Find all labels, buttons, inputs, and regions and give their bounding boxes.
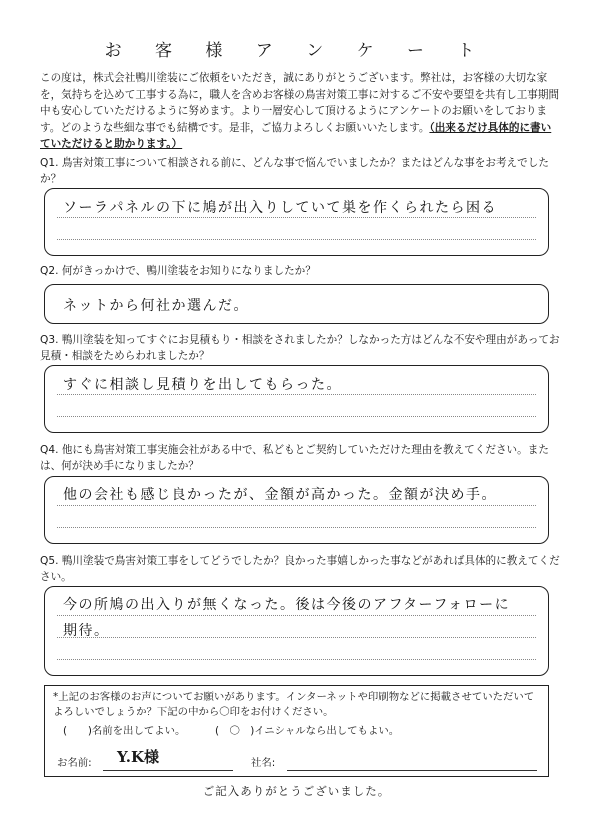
consent-text: *上記のお客様のお声についてお願いがあります。インターネットや印刷物などに掲載させていただいてよろしいでしょうか？下記の中から〇印をお付けください。: [53, 691, 535, 718]
question-5-label: Q5. 鴨川塗装で鳥害対策工事をしてどうでしたか？良かった事嬉しかった事などがあれば具体的に教えてください。: [40, 555, 560, 583]
answer-1-text: ソーラパネルの下に鳩が出入りしていて巣を作くられたら困る: [63, 200, 497, 216]
intro-emphasis: （出来るだけ具体的に書いていただけると助かります。）: [40, 121, 552, 150]
intro-paragraph: [40, 70, 560, 153]
name-underline: [103, 770, 233, 771]
answer-line: [57, 416, 536, 417]
answer-3-text: すぐに相談し見積りを出してもらった。: [63, 377, 342, 393]
company-underline[interactable]: [287, 770, 537, 771]
company-label: 社名:: [251, 757, 276, 769]
answer-line: [57, 239, 536, 240]
answer-box-1: [44, 188, 549, 256]
page-title: お 客 様 ア ン ケ ー ト: [104, 41, 489, 61]
footer-thanks: ご記入ありがとうございました。: [202, 784, 391, 798]
consent-box: [44, 685, 549, 777]
question-3-label: Q3. 鴨川塗装を知ってすぐにお見積もり・相談をされましたか？しなかった方はどんな不安や理由があってお見積・相談をためらわれましたか？: [40, 334, 560, 362]
name-value[interactable]: Y.K様: [117, 748, 160, 766]
answer-line: [57, 505, 536, 506]
answer-2-text: ネットから何社か選んだ。: [63, 298, 249, 314]
answer-line: [57, 217, 536, 218]
answer-5-text-line2: 期待。: [63, 623, 110, 639]
question-2-label: Q2. 何がきっかけで、鴨川塗装をお知りになりましたか？: [40, 265, 316, 277]
answer-line: [57, 659, 536, 660]
consent-option-initial[interactable]: ( 〇 )イニシャルなら出してもよい。: [215, 725, 400, 737]
answer-box-2: [44, 284, 549, 324]
answer-box-3: [44, 365, 549, 433]
question-1-label: Q1. 鳥害対策工事について相談される前に、どんな事で悩んでいましたか？またはどんな事をお考えでしたか？: [40, 157, 549, 185]
answer-box-5: [44, 586, 549, 676]
consent-option-name[interactable]: ( )名前を出してよい。: [63, 725, 186, 737]
answer-line: [57, 394, 536, 395]
answer-4-text: 他の会社も感じ良かったが、金額が高かった。金額が決め手。: [63, 487, 497, 503]
answer-box-4: [44, 476, 549, 544]
name-label: お名前:: [57, 757, 92, 769]
intro-text: この度は，株式会社鴨川塗装にご依頼をいただき，誠にありがとうございます。弊社は，お客様の大切な家を，気持ちを込めて工事する為に，職人を含めお客様の鳥害対策工事に対するご不安や要望を共有し工事期間中も安心していただけるように努めます。より一層安心して頂けるようにアンケートのお願いをしております。どのような些細な事でも結構です。是非，ご協力よろしくお願いいたします。: [40, 72, 560, 134]
answer-5-text-line1: 今の所鳩の出入りが無くなった。後は今後のアフターフォローに: [63, 597, 511, 613]
question-4-label: Q4. 他にも鳥害対策工事実施会社がある中で、私どもとご契約していただけた理由を教えてください。または、何が決め手になりましたか？: [40, 444, 549, 472]
name-row: [55, 748, 538, 772]
answer-line: [57, 637, 536, 638]
answer-line: [57, 527, 536, 528]
answer-line: [57, 615, 536, 616]
